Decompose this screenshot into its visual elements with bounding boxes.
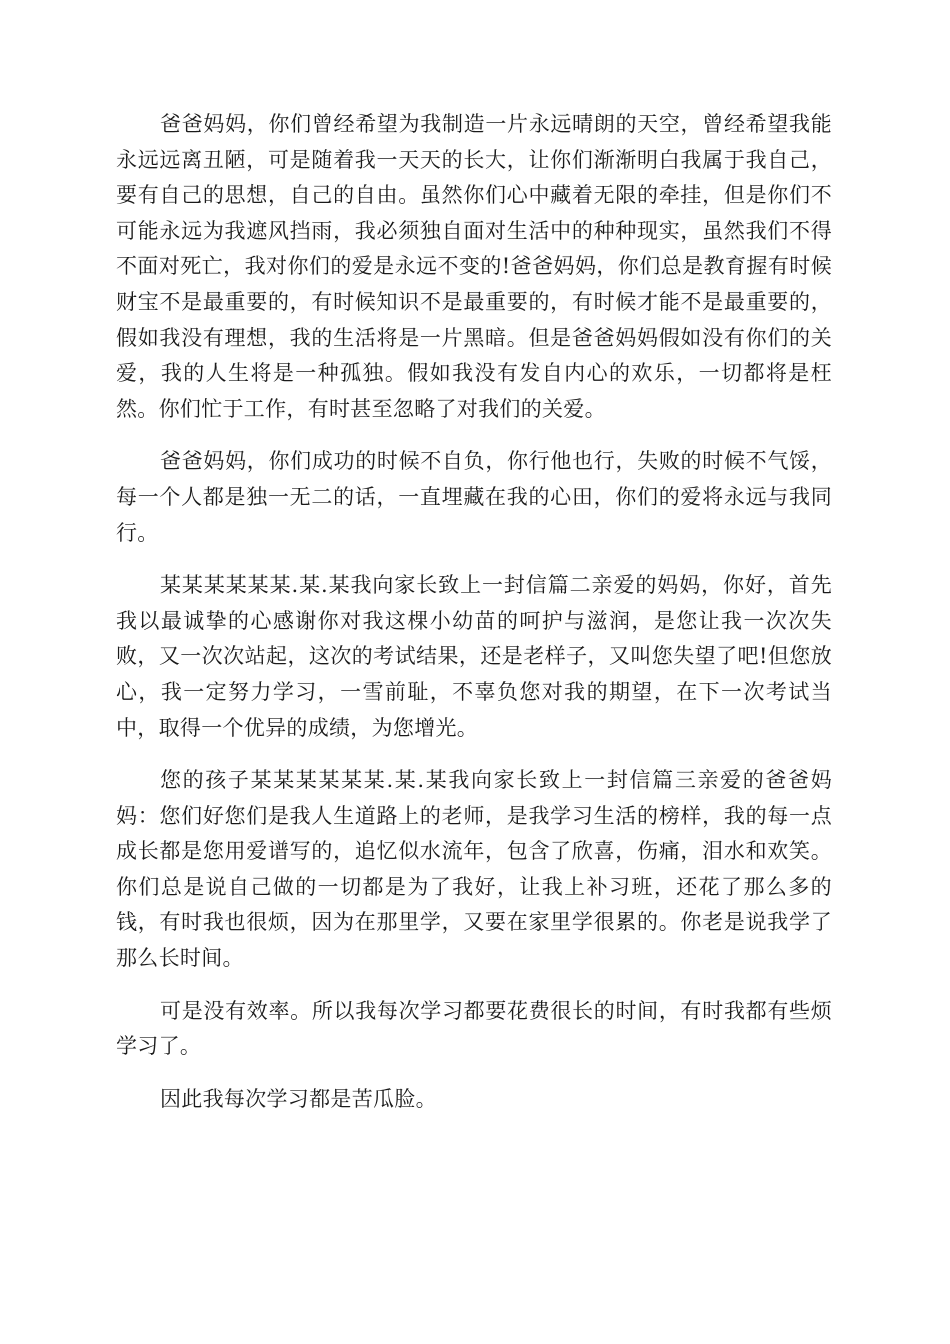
paragraph-3: 某某某某某某.某.某我向家长致上一封信篇二亲爱的妈妈，你好，首先我以最诚挚的心感谢你对我这棵小幼苗的呵护与滋润，是您让我一次次失败，又一次次站起，这次的考试结果，还是老样子，又叫您失望了吧!但您放心，我一定努力学习，一雪前耻，不辜负您对我的期望，在下一次考试当中，取得一个优异的成绩，为您增光。 [116,573,832,740]
paragraph-5: 可是没有效率。所以我每次学习都要花费很长的时间，有时我都有些烦学习了。 [116,998,832,1059]
paragraph-4: 您的孩子某某某某某某.某.某我向家长致上一封信篇三亲爱的爸爸妈妈：您们好您们是我人生道路上的老师，是我学习生活的榜样，我的每一点成长都是您用爱谱写的，追忆似水流年，包含了欣喜，伤痛，泪水和欢笑。你们总是说自己做的一切都是为了我好，让我上补习班，还花了那么多的钱，有时我也很烦，因为在那里学，又要在家里学很累的。你老是说我学了那么长时间。 [116,768,832,971]
paragraph-2: 爸爸妈妈，你们成功的时候不自负，你行他也行，失败的时候不气馁，每一个人都是独一无二的话，一直埋藏在我的心田，你们的爱将永远与我同行。 [116,449,832,545]
paragraph-1: 爸爸妈妈，你们曾经希望为我制造一片永远晴朗的天空，曾经希望我能永远远离丑陋，可是随着我一天天的长大，让你们渐渐明白我属于我自己，要有自己的思想，自己的自由。虽然你们心中藏着无限的牵挂，但是你们不可能永远为我遮风挡雨，我必须独自面对生活中的种种现实，虽然我们不得不面对死亡，我对你们的爱是永远不变的!爸爸妈妈，你们总是教育握有时候财宝不是最重要的，有时候知识不是最重要的，有时候才能不是最重要的，假如我没有理想，我的生活将是一片黑暗。但是爸爸妈妈假如没有你们的关爱，我的人生将是一种孤独。假如我没有发自内心的欢乐，一切都将是枉然。你们忙于工作，有时甚至忽略了对我们的关爱。 [116,112,832,421]
paragraph-6: 因此我每次学习都是苦瓜脸。 [160,1086,437,1111]
document-body [116,107,832,1134]
